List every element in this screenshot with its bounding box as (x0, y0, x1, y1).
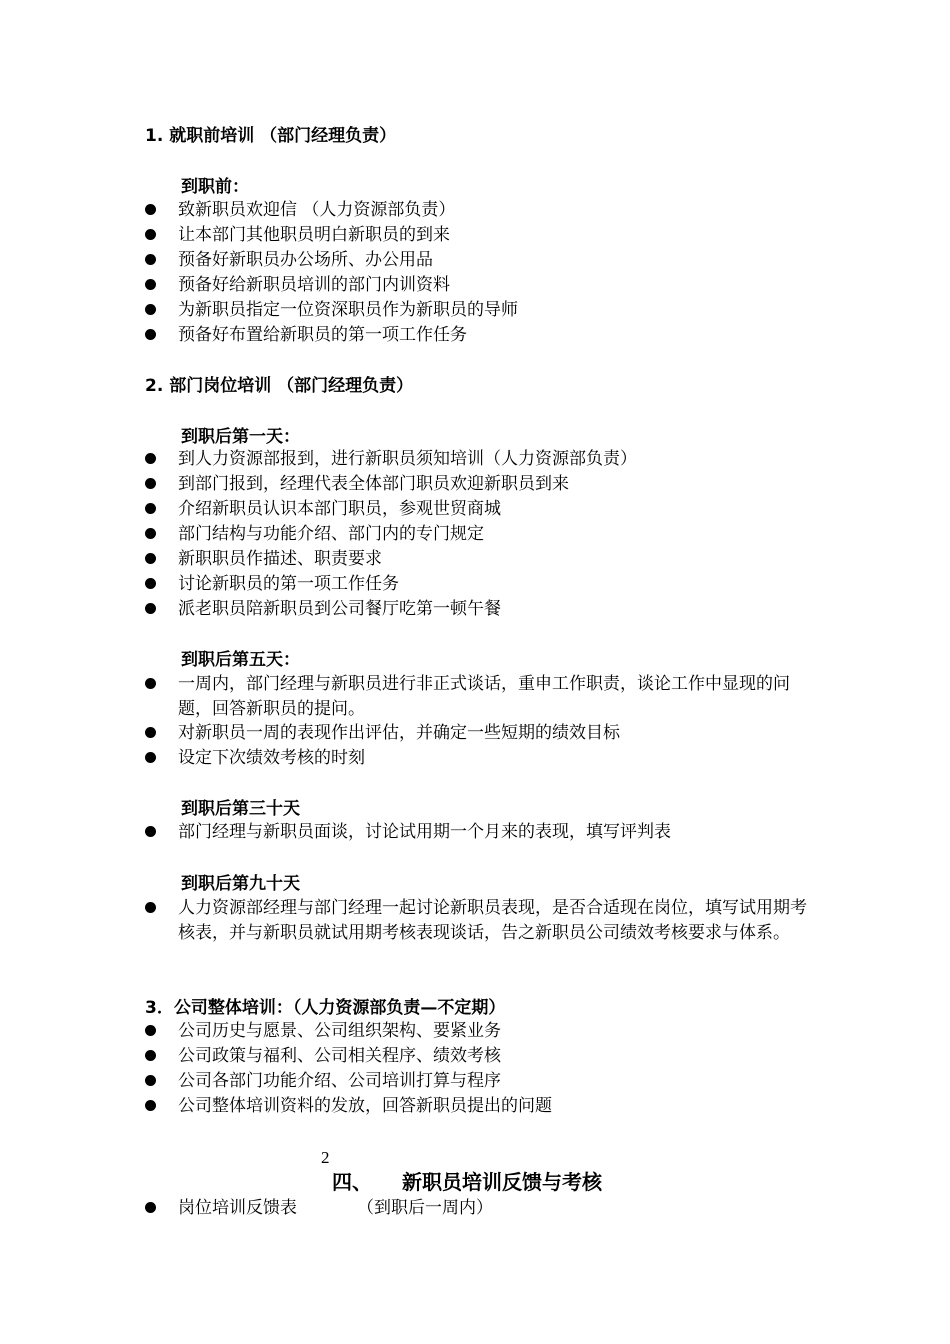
bullet-icon (145, 678, 156, 689)
bullet-icon (145, 1050, 156, 1061)
bullet-icon (145, 204, 156, 215)
bullet-icon (145, 478, 156, 489)
feedback-form-note: （到职后一周内） (357, 1198, 493, 1218)
section2-heading: 2. 部门岗位培训 （部门经理负责） (145, 376, 414, 396)
list-item: 预备好给新职员培训的部门内训资料 (145, 273, 815, 298)
bullet-icon (145, 279, 156, 290)
bullet-icon (145, 578, 156, 589)
bullet-icon (145, 1025, 156, 1036)
list-item: 人力资源部经理与部门经理一起讨论新职员表现，是否合适现在岗位，填写试用期考核表，并与新职员就试用期考核表现谈话，告之新职员公司绩效考核要求与体系。 (145, 896, 815, 946)
list-item: 部门结构与功能介绍、部门内的专门规定 (145, 522, 815, 547)
list-item: 对新职员一周的表现作出评估，并确定一些短期的绩效目标 (145, 721, 815, 746)
list-item: 部门经理与新职员面谈，讨论试用期一个月来的表现，填写评判表 (145, 820, 815, 845)
day5-label: 到职后第五天： (181, 650, 300, 670)
bullet-icon (145, 752, 156, 763)
bullet-icon (145, 528, 156, 539)
section4-number: 四、 (332, 1170, 372, 1194)
list-item: 让本部门其他职员明白新职员的到来 (145, 223, 815, 248)
list-item: 预备好新职员办公场所、办公用品 (145, 248, 815, 273)
bullet-icon (145, 503, 156, 514)
list-item: 介绍新职员认识本部门职员，参观世贸商城 (145, 497, 815, 522)
list-item: 讨论新职员的第一项工作任务 (145, 572, 815, 597)
list-item: 设定下次绩效考核的时刻 (145, 746, 815, 771)
bullet-icon (145, 553, 156, 564)
day1-label: 到职后第一天： (181, 427, 300, 447)
section4-title: 新职员培训反馈与考核 (402, 1170, 602, 1194)
bullet-icon (145, 229, 156, 240)
list-item: 公司各部门功能介绍、公司培训打算与程序 (145, 1069, 815, 1094)
section3-heading: 3．公司整体培训：（人力资源部负责—不定期） (145, 998, 506, 1018)
list-item: 致新职员欢迎信 （人力资源部负责） (145, 198, 815, 223)
page-number: 2 (321, 1148, 330, 1167)
list-item: 到部门报到，经理代表全体部门职员欢迎新职员到来 (145, 472, 815, 497)
list-item: 一周内，部门经理与新职员进行非正式谈话，重申工作职责，谈论工作中显现的问题，回答新职员的提问。 (145, 672, 815, 722)
bullet-icon (145, 727, 156, 738)
bullet-icon (145, 603, 156, 614)
bullet-icon (145, 902, 156, 913)
section1-heading: 1. 就职前培训 （部门经理负责） (145, 126, 397, 146)
list-item: 到人力资源部报到，进行新职员须知培训（人力资源部负责） (145, 447, 815, 472)
list-item: 预备好布置给新职员的第一项工作任务 (145, 323, 815, 348)
list-item (145, 1196, 815, 1221)
list-item: 公司历史与愿景、公司组织架构、要紧业务 (145, 1019, 815, 1044)
bullet-icon (145, 826, 156, 837)
day90-label: 到职后第九十天 (181, 874, 300, 894)
list-item: 为新职员指定一位资深职员作为新职员的导师 (145, 298, 815, 323)
bullet-icon (145, 1075, 156, 1086)
bullet-icon (145, 254, 156, 265)
list-item: 新职职员作描述、职责要求 (145, 547, 815, 572)
bullet-icon (145, 304, 156, 315)
list-item: 派老职员陪新职员到公司餐厅吃第一顿午餐 (145, 597, 815, 622)
bullet-icon (145, 329, 156, 340)
bullet-icon (145, 1202, 156, 1213)
list-item: 公司整体培训资料的发放，回答新职员提出的问题 (145, 1094, 815, 1119)
bullet-icon (145, 1100, 156, 1111)
list-item: 公司政策与福利、公司相关程序、绩效考核 (145, 1044, 815, 1069)
section4-heading (332, 1170, 602, 1194)
section1-sub-heading: 到职前： (181, 177, 249, 197)
bullet-icon (145, 453, 156, 464)
day30-label: 到职后第三十天 (181, 799, 300, 819)
feedback-form-label: 岗位培训反馈表 (178, 1198, 297, 1218)
